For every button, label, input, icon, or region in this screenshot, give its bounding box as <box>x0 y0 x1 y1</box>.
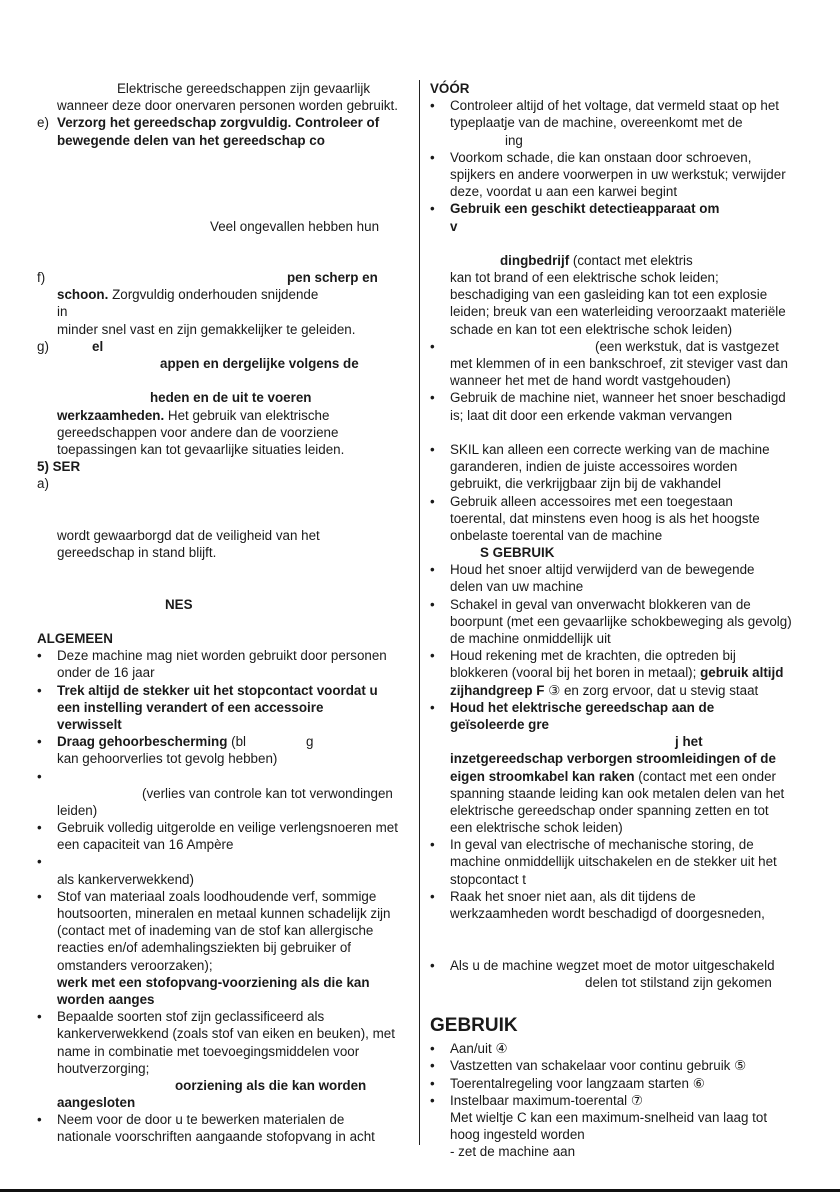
text-line: garanderen, indien de juiste accessoires worden <box>450 459 738 475</box>
text-line: (contact met elektris <box>569 252 693 268</box>
text-line: machine onmiddellijk uitschakelen en de stekker uit het <box>450 854 777 870</box>
heading-gebruik: GEBRUIK <box>430 1015 518 1037</box>
text-line: reacties en/of ademhalingsziekten bij gebruiker of <box>57 940 352 956</box>
bullet-item: • Controleer altijd of het voltage, dat vermeld staat op het <box>430 98 780 114</box>
bullet-item: • Gebruik een geschikt detectieapparaat om <box>430 201 720 217</box>
bullet-item: • Voorkom schade, die kan onstaan door schroeven, <box>430 149 752 165</box>
text-line: beschadiging van een gasleiding kan tot een explosie <box>450 287 768 303</box>
text-line: (contact met of inademing van de stof kan allergische <box>57 923 374 939</box>
bullet-item: • SKIL kan alleen een correcte werking van de machine <box>430 441 770 457</box>
text-line: worden aanges <box>57 991 155 1007</box>
text-line: aangesloten <box>57 1095 136 1111</box>
figure-ref: ⑥ <box>692 1075 705 1091</box>
text-line: gereedschappen voor andere dan de voorziene <box>57 424 339 440</box>
text-line: kan gehoorverlies tot gevolg hebben) <box>57 751 278 767</box>
text-line: (verlies van controle kan tot verwondingen <box>142 785 393 801</box>
text-line: zijhandgreep F <box>450 682 545 698</box>
text-line: schoon. <box>57 287 109 303</box>
text-line: nationale voorschriften aangaande stofopvang in acht <box>57 1129 375 1145</box>
left-column <box>37 80 409 1146</box>
bullet-item: • (een werkstuk, dat is vastgezet <box>430 338 779 354</box>
bullet-item: • Gebruik de machine niet, wanneer het snoer beschadigd <box>430 390 786 406</box>
text-line: delen tot stilstand zijn gekomen <box>585 974 772 990</box>
text-line: leiden; breuk van een waterleiding veroorzaakt materiële <box>450 304 786 320</box>
text-line: boorpunt (met een gevaarlijke schokbeweging als gevolg) <box>450 613 792 629</box>
bullet-item: • Houd het elektrische gereedschap aan de <box>430 699 715 715</box>
figure-ref: ④ <box>495 1041 508 1057</box>
text-line: als kankerverwekkend) <box>57 871 194 887</box>
text-line: kan tot brand of een elektrische schok leiden; <box>450 270 719 286</box>
text-line: hoog ingesteld worden <box>450 1127 585 1143</box>
bullet-item: • Vastzetten van schakelaar voor continu gebruik ⑤ <box>430 1058 747 1074</box>
text-line: - zet de machine aan <box>450 1144 576 1160</box>
bullet-item: • Aan/uit ④ <box>430 1041 508 1057</box>
text-line: wanneer deze door onervaren personen worden gebruikt. <box>57 98 398 114</box>
text-line: toepassingen kan tot gevaarlijke situaties leiden. <box>57 441 345 457</box>
section-f: f) pen scherp en <box>37 270 378 286</box>
text-line: toerental, dat minstens even hoog is als het hoogste <box>450 510 760 526</box>
text-line: minder snel vast en zijn gemakkelijker te geleiden. <box>57 321 356 337</box>
text-line: heden en de uit te voeren <box>150 390 312 406</box>
bullet-item: • In geval van electrische of mechanische storing, de <box>430 837 754 853</box>
bullet-item: • Neem voor de door u te bewerken materialen de <box>37 1112 345 1128</box>
section-g: g) el <box>37 338 104 354</box>
text-line: gebruik altijd <box>696 665 784 681</box>
bullet-item: • Raak het snoer niet aan, als dit tijdens de <box>430 888 696 904</box>
text-line: schade en kan tot een elektrische schok leiden) <box>450 321 733 337</box>
text-line: wanneer het met de hand wordt vastgehouden) <box>450 373 731 389</box>
text-line: werkzaamheden wordt beschadigd of doorgesneden, <box>450 906 765 921</box>
figure-ref: ⑦ <box>630 1092 643 1108</box>
text-line: onder de 16 jaar <box>57 665 155 681</box>
text-line: Elektrische gereedschappen zijn gevaarlijk <box>117 81 371 96</box>
bullet-item: • Houd het snoer altijd verwijderd van de bewegende <box>430 562 755 578</box>
text-line: en zorg ervoor, dat u stevig staat <box>560 682 759 698</box>
right-column <box>430 80 800 1160</box>
bullet-item: • Deze machine mag niet worden gebruikt door personen <box>37 648 387 664</box>
text-line: spanning staande leiding kan ook metalen delen van het <box>450 785 785 801</box>
text-line: in <box>57 304 68 320</box>
text-line: Zorgvuldig onderhouden snijdende <box>108 287 319 303</box>
text-line: appen en dergelijke volgens de <box>160 356 359 371</box>
text-line: geïsoleerde gre <box>450 716 549 732</box>
text-line: een elektrische schok leiden) <box>450 820 623 836</box>
column-divider <box>419 80 420 1145</box>
bullet-item: • Trek altijd de stekker uit het stopcontact voordat u <box>37 682 378 698</box>
text-line: dingbedrijf <box>500 252 570 268</box>
text-line: gereedschap in stand blijft. <box>57 545 217 561</box>
text-line: verwisselt <box>57 716 122 732</box>
text-line: een instelling verandert of een accessoire <box>57 699 324 715</box>
text-line: is; laat dit door een erkende vakman vervangen <box>450 407 733 423</box>
text-line: leiden) <box>57 802 98 818</box>
text-line: v <box>450 218 458 234</box>
text-line: onbelaste toerental van de machine <box>450 527 663 543</box>
text-line: name in combinatie met toevoegingsmiddelen voor <box>57 1043 360 1059</box>
bullet-item: • <box>37 768 42 784</box>
heading-algemeen: ALGEMEEN <box>37 631 113 646</box>
text-line: wordt gewaarborgd dat de veiligheid van het <box>57 527 320 543</box>
text-line: met klemmen of in een bankschroef, zit steviger vast dan <box>450 356 788 371</box>
bullet-item: • Gebruik alleen accessoires met een toegestaan <box>430 493 733 509</box>
text-line: delen van uw machine <box>450 579 584 595</box>
text-line: elektrische gereedschap onder spanning zetten en tot <box>450 802 769 818</box>
text-line: typeplaatje van de machine, overeenkomt met de <box>450 115 743 131</box>
text-line: de machine onmiddellijk uit <box>450 631 611 646</box>
text-line: kankerverwekkend (zoals stof van eiken en beuken), met <box>57 1026 395 1042</box>
figure-ref: ⑤ <box>734 1058 747 1074</box>
text-line: blokkeren (vooral bij het boren in metaal); <box>450 665 697 681</box>
text-line: gebruikt, die verkrijgbaar zijn bij de vakhandel <box>450 476 721 492</box>
bullet-item: • Stof van materiaal zoals loodhoudende verf, sommige <box>37 888 377 904</box>
bullet-item: • <box>37 854 42 870</box>
bullet-item: • Draag gehoorbescherming (bl g <box>37 734 314 750</box>
text-line: een capaciteit van 16 Ampère <box>57 837 234 853</box>
text-line: bewegende delen van het gereedschap co <box>57 132 325 148</box>
text-line: inzetgereedschap verborgen stroomleidingen of de <box>450 751 776 767</box>
section-5-heading: 5) SER <box>37 459 81 475</box>
text-line: j het <box>675 734 703 750</box>
text-line: werk met een stofopvang-voorziening als die kan <box>57 974 370 990</box>
section-a: a) <box>37 476 49 492</box>
bullet-item: • Als u de machine wegzet moet de motor uitgeschakeld <box>430 957 775 973</box>
text-line: Veel ongevallen hebben hun <box>210 218 380 234</box>
heading-gebruik-small: S GEBRUIK <box>480 545 555 561</box>
text-line: ing <box>505 132 523 148</box>
text-line: stopcontact t <box>450 871 526 887</box>
bullet-item: • Toerentalregeling voor langzaam starten ⑥ <box>430 1075 705 1091</box>
text-line: (contact met een onder <box>634 768 777 784</box>
figure-ref: ③ <box>548 682 561 698</box>
bullet-item: • Houd rekening met de krachten, die optreden bij <box>430 648 736 664</box>
text-line: omstanders veroorzaken); <box>57 957 213 973</box>
bullet-item: • Schakel in geval van onverwacht blokkeren van de <box>430 596 751 612</box>
bullet-item: • Bepaalde soorten stof zijn geclassificeerd als <box>37 1009 325 1025</box>
section-e: e) Verzorg het gereedschap zorgvuldig. Controleer of <box>37 115 380 131</box>
text-line: houtsoorten, mineralen en metaal kunnen schadelijk zijn <box>57 906 391 921</box>
text-line: oorziening als die kan worden <box>175 1077 367 1093</box>
text-line: houtverzorging; <box>57 1060 150 1076</box>
text-line: werkzaamheden. <box>57 407 165 423</box>
bullet-item: • Gebruik volledig uitgerolde en veilige verlengsnoeren met <box>37 820 398 836</box>
text-line: deze, voordat u aan een karwei begint <box>450 184 678 200</box>
text-line: Het gebruik van elektrische <box>164 407 330 423</box>
heading-nes: NES <box>165 596 193 612</box>
text-line: Met wieltje C kan een maximum-snelheid van laag tot <box>450 1109 768 1125</box>
text-line: spijkers en andere voorwerpen in uw werkstuk; verwijder <box>450 166 786 182</box>
bullet-item: • Instelbaar maximum-toerental ⑦ <box>430 1092 643 1108</box>
heading-voor: VÓÓR <box>430 81 470 96</box>
text-line: eigen stroomkabel kan raken <box>450 768 635 784</box>
